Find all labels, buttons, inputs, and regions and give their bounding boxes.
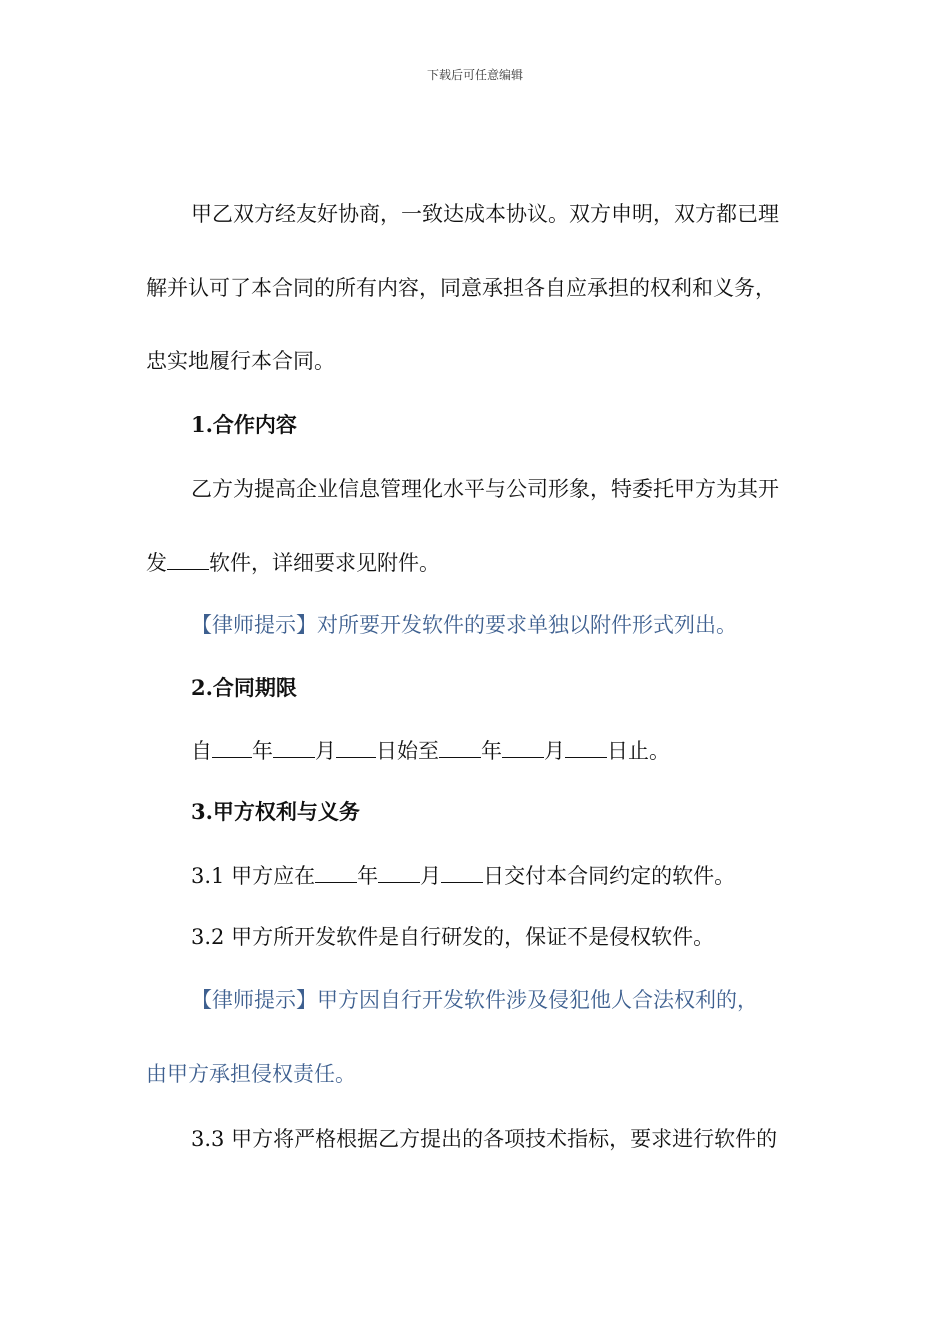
lawyer-tip-2-line-1: 【律师提示】甲方因自行开发软件涉及侵犯他人合法权利的，	[191, 988, 758, 1012]
intro-line-3: 忠实地履行本合同。	[146, 349, 335, 373]
text-fragment: 3.1 甲方应在	[191, 864, 316, 888]
section-1-heading: 1.合作内容	[191, 412, 297, 437]
intro-line-1: 甲乙双方经友好协商，一致达成本协议。双方申明，双方都已理	[191, 202, 779, 226]
lawyer-tip-1: 【律师提示】对所要开发软件的要求单独以附件形式列出。	[191, 613, 737, 637]
blank-month-start	[273, 735, 315, 758]
text-fragment: 年	[252, 739, 273, 763]
text-fragment: 月	[420, 864, 442, 888]
blank-delivery-month	[378, 860, 420, 883]
blank-month-end	[502, 735, 544, 758]
text-fragment: 月	[315, 739, 336, 763]
text-fragment: 年	[481, 739, 502, 763]
blank-year-start	[212, 735, 252, 758]
text-fragment: 自	[191, 739, 212, 763]
text-fragment: 发	[146, 551, 167, 575]
page-header: 下载后可任意编辑	[426, 68, 523, 82]
clause-3-1	[191, 860, 735, 891]
intro-line-2: 解并认可了本合同的所有内容，同意承担各自应承担的权利和义务，	[146, 276, 776, 300]
text-fragment: 日交付本合同约定的软件。	[483, 864, 736, 888]
text-fragment: 月	[544, 739, 565, 763]
contract-period-line	[191, 735, 670, 766]
text-fragment: 软件，详细要求见附件。	[209, 551, 440, 575]
section-1-text-line-2	[146, 547, 440, 578]
text-fragment: 年	[357, 864, 379, 888]
blank-day-end	[565, 735, 607, 758]
blank-software-name	[167, 547, 209, 570]
text-fragment: 日止。	[607, 739, 670, 763]
section-3-heading: 3.甲方权利与义务	[191, 799, 360, 824]
clause-3-3: 3.3 甲方将严格根据乙方提出的各项技术指标，要求进行软件的	[191, 1127, 778, 1151]
blank-day-start	[336, 735, 376, 758]
blank-delivery-day	[441, 860, 483, 883]
blank-delivery-year	[315, 860, 357, 883]
clause-3-2: 3.2 甲方所开发软件是自行研发的，保证不是侵权软件。	[191, 925, 715, 949]
text-fragment: 日始至	[376, 739, 439, 763]
lawyer-tip-2-line-2: 由甲方承担侵权责任。	[146, 1062, 356, 1086]
section-1-text-line-1: 乙方为提高企业信息管理化水平与公司形象，特委托甲方为其开	[191, 477, 779, 501]
blank-year-end	[439, 735, 481, 758]
section-2-heading: 2.合同期限	[191, 675, 297, 700]
